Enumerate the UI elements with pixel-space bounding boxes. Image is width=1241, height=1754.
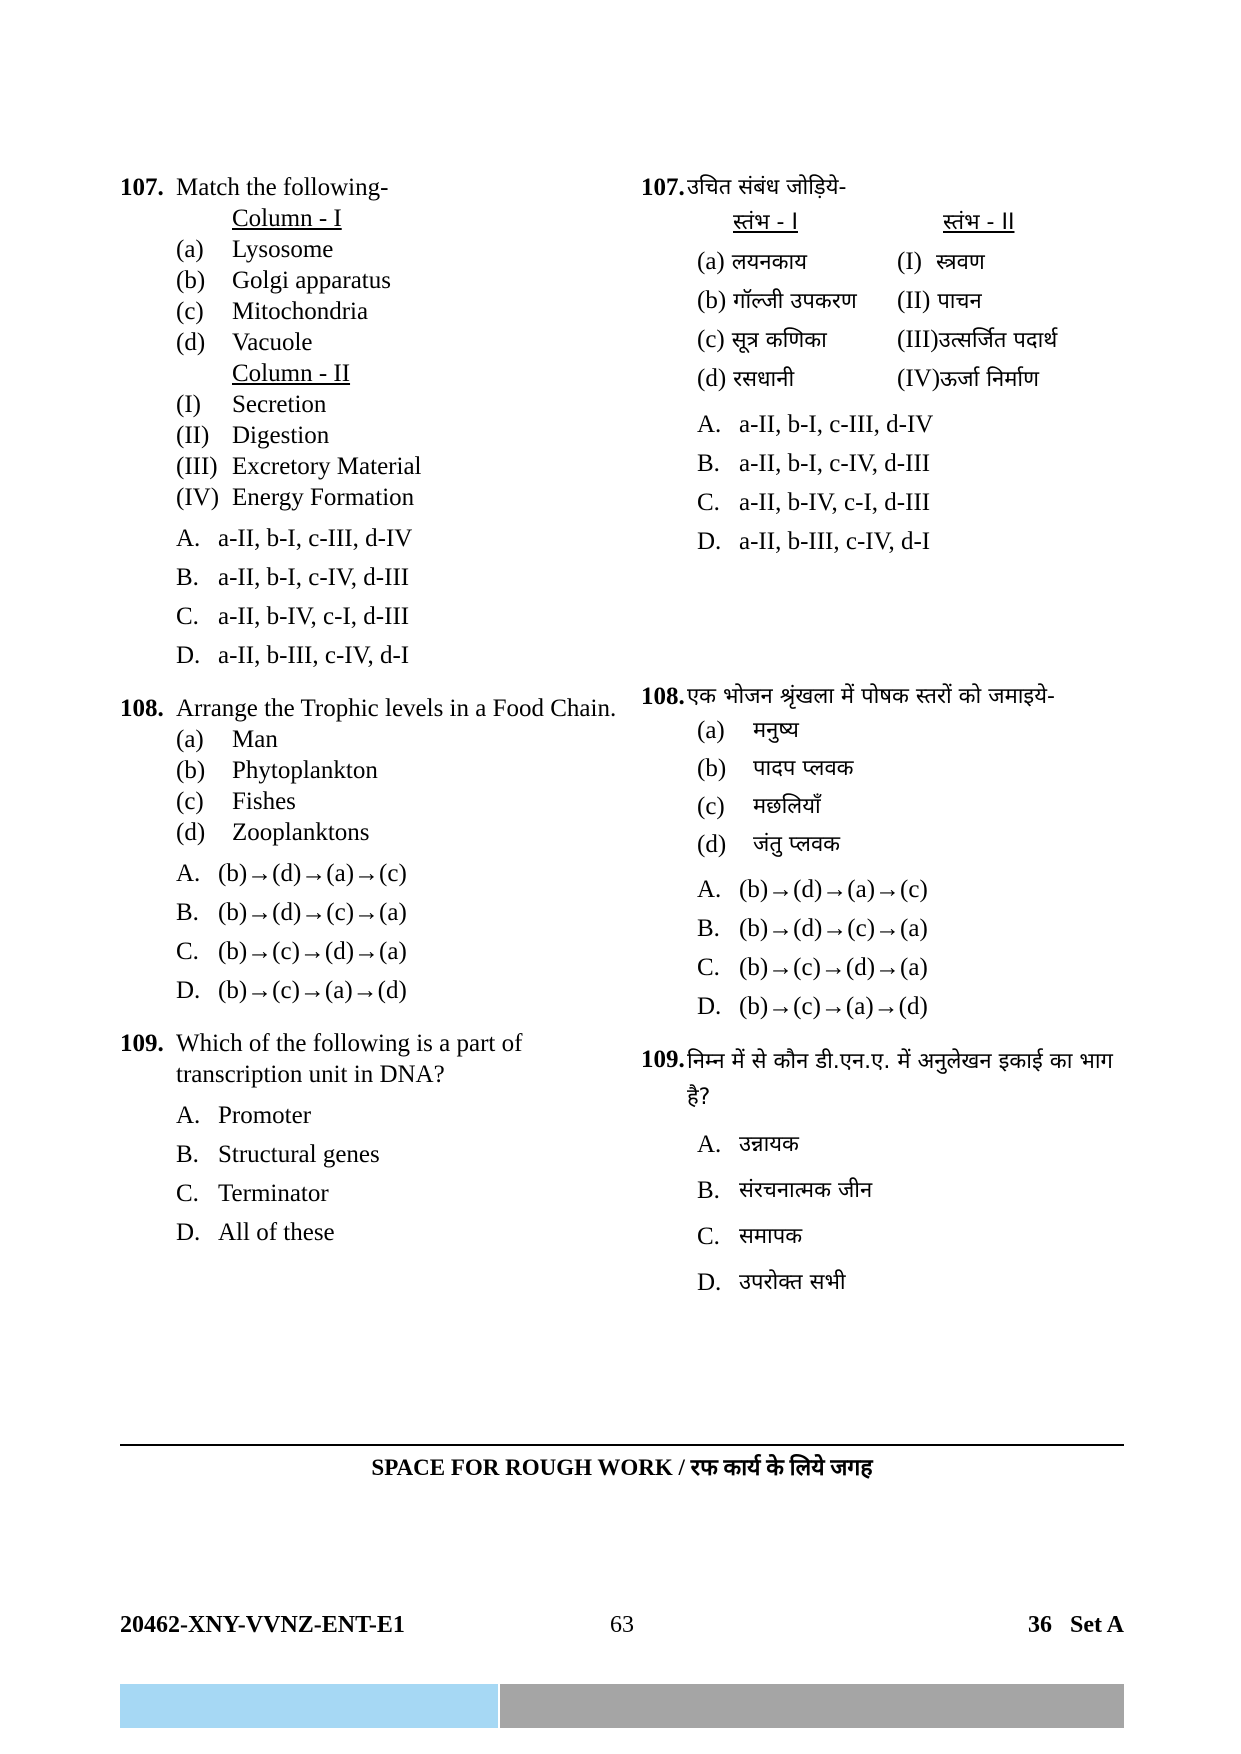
rough-work-divider	[120, 1444, 1124, 1446]
footer-set-label: 36 Set A	[1028, 1612, 1124, 1638]
question-109-hi	[641, 1044, 1141, 1306]
column-i-header: Column - I	[232, 205, 342, 232]
question-107-hi	[641, 172, 1141, 561]
option-a: A. उन्नायक	[697, 1131, 799, 1158]
option-a: A. Promoter	[176, 1102, 312, 1129]
question-107-en	[120, 172, 620, 675]
question-text: Match the following-	[176, 174, 389, 201]
option-a: A. a-II, b-I, c-III, d-IV	[697, 411, 934, 438]
option-d: D. उपरोक्त सभी	[697, 1269, 846, 1296]
option-d: D. All of these	[176, 1219, 335, 1246]
list-item: (d) जंतु प्लवक	[697, 831, 841, 858]
option-c: C. (b)→(c)→(d)→(a)	[176, 938, 407, 965]
column-ii-header: स्तंभ - II	[943, 210, 1015, 235]
option-c: C. (b)→(c)→(d)→(a)	[697, 954, 928, 981]
list-item: (I) Secretion	[176, 391, 327, 418]
hindi-column	[641, 172, 1141, 1324]
match-headers	[733, 203, 1141, 243]
question-number: 108.	[120, 695, 164, 722]
list-item: (d) Vacuole	[176, 329, 313, 356]
option-c: C. समापक	[697, 1223, 803, 1250]
option-b: B. a-II, b-I, c-IV, d-III	[176, 564, 410, 591]
list-item: (III) Excretory Material	[176, 453, 422, 480]
list-item: (IV) Energy Formation	[176, 484, 415, 511]
option-b: B. (b)→(d)→(c)→(a)	[176, 899, 407, 926]
answer-options	[176, 1096, 620, 1252]
option-a: A. (b)→(d)→(a)→(c)	[697, 876, 928, 903]
option-b: B. Structural genes	[176, 1141, 380, 1168]
question-text: Which of the following is a part of transcription unit in DNA?	[176, 1030, 523, 1088]
question-number: 107.	[120, 174, 164, 201]
answer-options	[697, 1122, 1141, 1306]
option-d: D. a-II, b-III, c-IV, d-I	[697, 528, 931, 555]
footer-gray-bar	[500, 1684, 1124, 1728]
match-row: (c) सूत्र कणिका (III)उत्सर्जित पदार्थ	[697, 326, 1058, 353]
option-a: A. (b)→(d)→(a)→(c)	[176, 860, 407, 887]
question-text: निम्न में से कौन डी.एन.ए. में अनुलेखन इकाई का भाग है?	[687, 1049, 1113, 1110]
question-number: 108.	[641, 683, 685, 710]
match-row: (d) रसधानी (IV)ऊर्जा निर्माण	[697, 365, 1039, 392]
column-i-header: स्तंभ - I	[733, 210, 798, 235]
option-a: A. a-II, b-I, c-III, d-IV	[176, 525, 413, 552]
question-108-hi	[641, 681, 1141, 1026]
footer-blue-bar	[120, 1684, 498, 1728]
list-item: (b) Golgi apparatus	[176, 267, 391, 294]
list-item: (a) Man	[176, 726, 278, 753]
option-d: D. a-II, b-III, c-IV, d-I	[176, 642, 410, 669]
list-item: (a) मनुष्य	[697, 717, 799, 744]
match-row: (a) लयनकाय (I) स्त्रवण	[697, 248, 985, 275]
answer-options	[176, 519, 620, 675]
option-b: B. (b)→(d)→(c)→(a)	[697, 915, 928, 942]
list-item: (a) Lysosome	[176, 236, 334, 263]
answer-options	[176, 854, 620, 1010]
list-item: (c) मछलियाँ	[697, 793, 821, 820]
option-d: D. (b)→(c)→(a)→(d)	[176, 977, 407, 1004]
option-c: C. a-II, b-IV, c-I, d-III	[697, 489, 931, 516]
option-c: C. Terminator	[176, 1180, 329, 1207]
option-c: C. a-II, b-IV, c-I, d-III	[176, 603, 410, 630]
list-item: (b) पादप प्लवक	[697, 755, 854, 782]
option-d: D. (b)→(c)→(a)→(d)	[697, 993, 928, 1020]
list-item: (c) Fishes	[176, 788, 296, 815]
english-column	[120, 172, 620, 1270]
list-item: (b) Phytoplankton	[176, 757, 378, 784]
footer-paper-code: 20462-XNY-VVNZ-ENT-E1	[120, 1612, 405, 1638]
list-item: (II) Digestion	[176, 422, 330, 449]
question-number: 109.	[120, 1030, 164, 1057]
question-text: Arrange the Trophic levels in a Food Chain.	[176, 695, 617, 722]
answer-options	[697, 405, 1141, 561]
column-ii-header: Column - II	[232, 360, 351, 387]
question-number: 107.	[641, 174, 685, 201]
question-number: 109.	[641, 1046, 685, 1073]
answer-options	[697, 870, 1141, 1026]
question-text: एक भोजन श्रृंखला में पोषक स्तरों को जमाइये-	[687, 684, 1055, 709]
question-text: उचित संबंध जोड़िये-	[687, 175, 847, 200]
option-b: B. a-II, b-I, c-IV, d-III	[697, 450, 931, 477]
question-108-en	[120, 693, 620, 1010]
option-b: B. संरचनात्मक जीन	[697, 1177, 873, 1204]
question-109-en	[120, 1028, 620, 1252]
list-item: (c) Mitochondria	[176, 298, 369, 325]
list-item: (d) Zooplanktons	[176, 819, 370, 846]
footer-page-number: 63	[610, 1612, 634, 1638]
match-row: (b) गॉल्जी उपकरण (II) पाचन	[697, 287, 982, 314]
rough-work-label: SPACE FOR ROUGH WORK / रफ कार्य के लिये जगह	[371, 1455, 873, 1480]
